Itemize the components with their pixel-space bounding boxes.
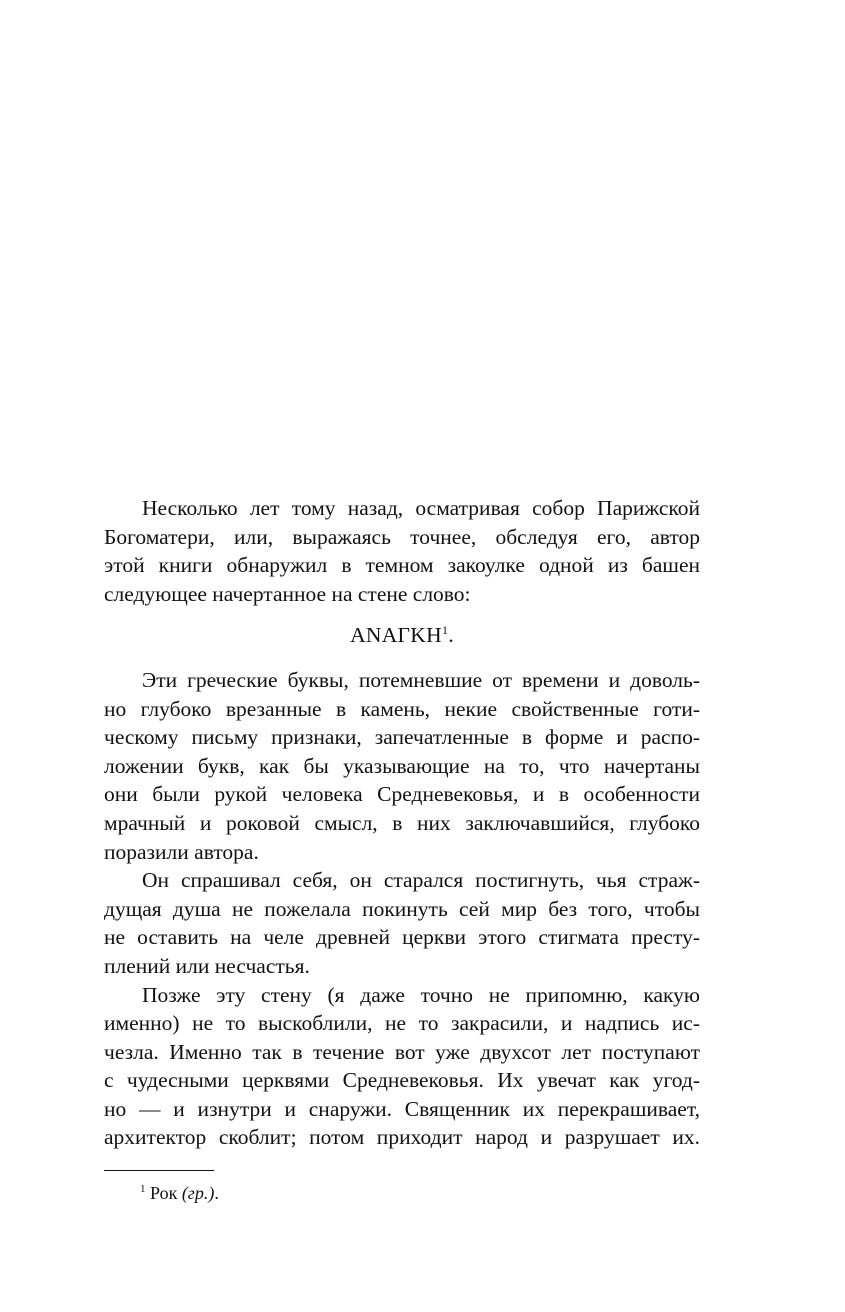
footnote: [140, 1182, 219, 1204]
footnote-reference: 1: [441, 623, 449, 638]
footnote-text: Рок: [150, 1183, 182, 1203]
text-line: плений или несчастья.: [104, 953, 310, 978]
text-line: этой книги обнаружил в темном закоулке одной из башен: [104, 553, 700, 578]
text-line: чезла. Именно так в течение вот уже двухсот лет поступают: [104, 1039, 700, 1064]
greek-inscription: [104, 621, 700, 650]
text-line: мрачный и роковой смысл, в них заключавшийся, глубоко: [104, 810, 700, 835]
page-body: [104, 494, 700, 1152]
text-line: архитектор скоблит; потом приходит народ и разрушает их.: [104, 1125, 700, 1150]
footnote-divider: [104, 1170, 214, 1171]
footnote-abbreviation: (гр.): [181, 1183, 215, 1203]
inscription-word: ΑΝΑΓΚΗ: [350, 623, 442, 648]
text-line: они были рукой человека Средневековья, и в особенности: [104, 782, 700, 807]
footnote-number: 1: [140, 1183, 146, 1195]
text-line: ческому письму признаки, запечатленные в форме и распо-: [104, 725, 700, 750]
text-line: Богоматери, или, выражаясь точнее, обследуя его, автор: [104, 524, 700, 549]
text-line: ложении букв, как бы указывающие на то, что начертаны: [104, 753, 700, 778]
text-line: не оставить на челе древней церкви этого стигмата престу-: [104, 925, 700, 950]
inscription-period: .: [448, 623, 454, 648]
text-line: но — и изнутри и снаружи. Священник их перекрашивает,: [104, 1096, 700, 1121]
footnote-period: .: [214, 1183, 219, 1203]
text-line: именно) не то выскоблили, не то закрасили, и надпись ис-: [104, 1011, 700, 1036]
paragraph-1: [104, 494, 700, 608]
text-line: поразили автора.: [104, 839, 259, 864]
text-line: Позже эту стену (я даже точно не припомню, какую: [142, 982, 700, 1007]
text-line: но глубоко врезанные в камень, некие свойственные готи-: [104, 696, 700, 721]
text-line: с чудесными церквями Средневековья. Их увечат как угод-: [104, 1068, 700, 1093]
text-line: дущая душа не пожелала покинуть сей мир без того, чтобы: [104, 896, 700, 921]
paragraph-4: [104, 981, 700, 1153]
text-line: Несколько лет тому назад, осматривая собор Парижской: [142, 496, 700, 520]
text-line: Он спрашивал себя, он старался постигнуть, чья страж-: [142, 868, 700, 893]
text-line: Эти греческие буквы, потемневшие от времени и доволь-: [142, 667, 700, 692]
text-line: следующее начертанное на стене слово:: [104, 581, 471, 606]
paragraph-2: [104, 666, 700, 866]
paragraph-3: [104, 866, 700, 980]
